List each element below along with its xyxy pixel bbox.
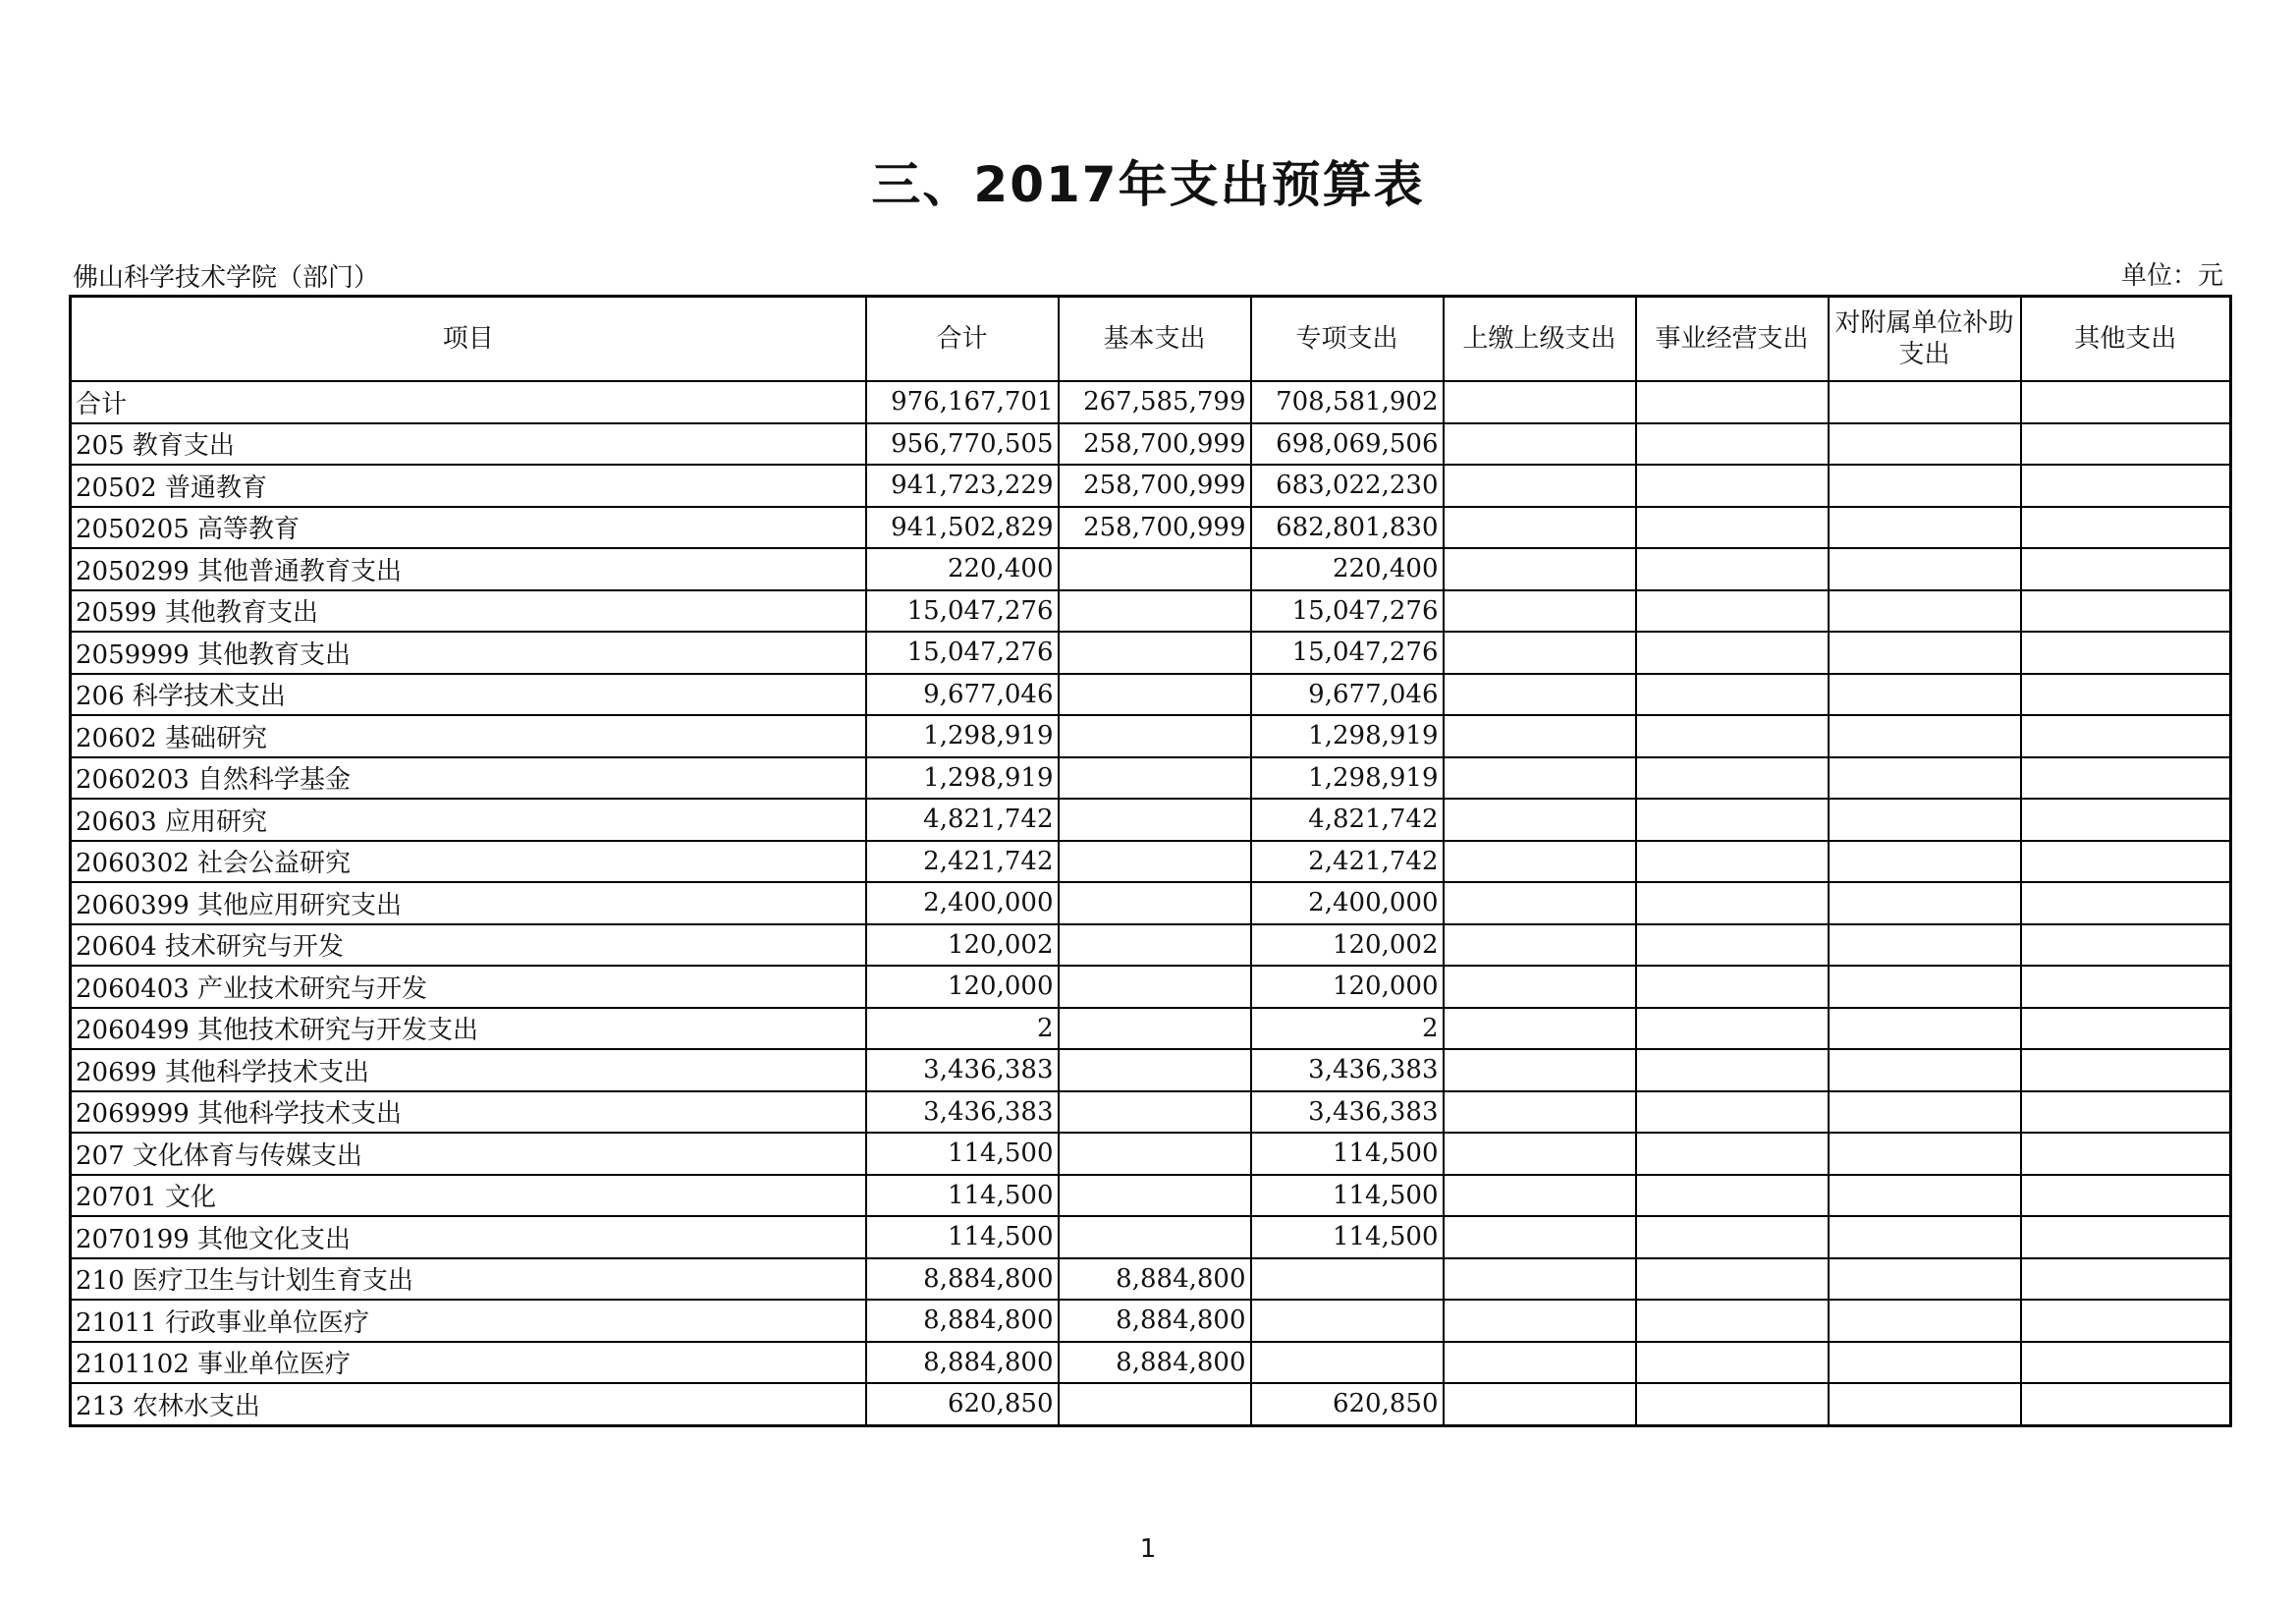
cell-special: 114,500 bbox=[1251, 1216, 1444, 1258]
cell-other bbox=[2021, 674, 2231, 716]
cell-total: 114,500 bbox=[866, 1175, 1059, 1217]
cell-subsidy bbox=[1829, 548, 2021, 590]
cell-item: 20603 应用研究 bbox=[71, 799, 866, 841]
cell-item: 20602 基础研究 bbox=[71, 715, 866, 757]
cell-basic bbox=[1059, 548, 1251, 590]
cell-total: 114,500 bbox=[866, 1133, 1059, 1175]
cell-total: 2,400,000 bbox=[866, 882, 1059, 924]
cell-other bbox=[2021, 507, 2231, 549]
organization-name: 佛山科学技术学院（部门） bbox=[73, 263, 380, 293]
cell-special: 698,069,506 bbox=[1251, 423, 1444, 466]
cell-remit-upper bbox=[1444, 381, 1636, 423]
cell-basic: 8,884,800 bbox=[1059, 1258, 1251, 1301]
cell-business bbox=[1636, 465, 1829, 507]
cell-item: 20699 其他科学技术支出 bbox=[71, 1049, 866, 1091]
header-item: 项目 bbox=[71, 297, 866, 382]
header-subsidy: 对附属单位补助支出 bbox=[1829, 297, 2021, 382]
cell-item: 20502 普通教育 bbox=[71, 465, 866, 507]
cell-subsidy bbox=[1829, 423, 2021, 466]
cell-subsidy bbox=[1829, 924, 2021, 967]
cell-special: 1,298,919 bbox=[1251, 757, 1444, 800]
cell-subsidy bbox=[1829, 674, 2021, 716]
cell-other bbox=[2021, 1091, 2231, 1134]
table-row bbox=[71, 1175, 2231, 1217]
cell-special: 15,047,276 bbox=[1251, 632, 1444, 674]
cell-basic bbox=[1059, 1133, 1251, 1175]
cell-business bbox=[1636, 841, 1829, 883]
table-row bbox=[71, 465, 2231, 507]
cell-item: 2060403 产业技术研究与开发 bbox=[71, 966, 866, 1008]
cell-remit-upper bbox=[1444, 799, 1636, 841]
cell-remit-upper bbox=[1444, 1008, 1636, 1050]
cell-subsidy bbox=[1829, 1383, 2021, 1425]
header-basic: 基本支出 bbox=[1059, 297, 1251, 382]
header-business: 事业经营支出 bbox=[1636, 297, 1829, 382]
unit-label: 单位：元 bbox=[2120, 261, 2223, 291]
cell-basic bbox=[1059, 715, 1251, 757]
cell-other bbox=[2021, 1175, 2231, 1217]
cell-basic bbox=[1059, 674, 1251, 716]
cell-business bbox=[1636, 381, 1829, 423]
cell-business bbox=[1636, 632, 1829, 674]
cell-remit-upper bbox=[1444, 841, 1636, 883]
cell-special: 2 bbox=[1251, 1008, 1444, 1050]
cell-remit-upper bbox=[1444, 715, 1636, 757]
table-row bbox=[71, 924, 2231, 967]
cell-subsidy bbox=[1829, 1300, 2021, 1342]
cell-other bbox=[2021, 1049, 2231, 1091]
cell-other bbox=[2021, 882, 2231, 924]
cell-item: 20701 文化 bbox=[71, 1175, 866, 1217]
cell-basic: 267,585,799 bbox=[1059, 381, 1251, 423]
cell-subsidy bbox=[1829, 1216, 2021, 1258]
cell-other bbox=[2021, 1008, 2231, 1050]
cell-basic: 258,700,999 bbox=[1059, 507, 1251, 549]
cell-remit-upper bbox=[1444, 966, 1636, 1008]
cell-basic bbox=[1059, 966, 1251, 1008]
cell-business bbox=[1636, 423, 1829, 466]
cell-item: 207 文化体育与传媒支出 bbox=[71, 1133, 866, 1175]
cell-other bbox=[2021, 799, 2231, 841]
cell-subsidy bbox=[1829, 381, 2021, 423]
cell-remit-upper bbox=[1444, 590, 1636, 633]
cell-remit-upper bbox=[1444, 465, 1636, 507]
cell-business bbox=[1636, 882, 1829, 924]
cell-item: 2060399 其他应用研究支出 bbox=[71, 882, 866, 924]
table-row bbox=[71, 715, 2231, 757]
cell-remit-upper bbox=[1444, 1091, 1636, 1134]
cell-item: 20599 其他教育支出 bbox=[71, 590, 866, 633]
cell-total: 4,821,742 bbox=[866, 799, 1059, 841]
cell-item: 21011 行政事业单位医疗 bbox=[71, 1300, 866, 1342]
cell-business bbox=[1636, 757, 1829, 800]
cell-subsidy bbox=[1829, 1133, 2021, 1175]
cell-special: 15,047,276 bbox=[1251, 590, 1444, 633]
cell-special: 9,677,046 bbox=[1251, 674, 1444, 716]
table-row bbox=[71, 381, 2231, 423]
cell-special: 120,002 bbox=[1251, 924, 1444, 967]
cell-basic bbox=[1059, 590, 1251, 633]
cell-business bbox=[1636, 1008, 1829, 1050]
cell-subsidy bbox=[1829, 715, 2021, 757]
cell-remit-upper bbox=[1444, 1175, 1636, 1217]
cell-other bbox=[2021, 381, 2231, 423]
cell-other bbox=[2021, 465, 2231, 507]
cell-other bbox=[2021, 632, 2231, 674]
cell-other bbox=[2021, 924, 2231, 967]
cell-business bbox=[1636, 1175, 1829, 1217]
cell-remit-upper bbox=[1444, 1133, 1636, 1175]
cell-total: 941,723,229 bbox=[866, 465, 1059, 507]
cell-total: 2,421,742 bbox=[866, 841, 1059, 883]
table-row bbox=[71, 632, 2231, 674]
cell-basic bbox=[1059, 882, 1251, 924]
cell-subsidy bbox=[1829, 1091, 2021, 1134]
cell-item: 2069999 其他科学技术支出 bbox=[71, 1091, 866, 1134]
table-body bbox=[71, 381, 2231, 1425]
cell-other bbox=[2021, 757, 2231, 800]
table-row bbox=[71, 1091, 2231, 1134]
header-special: 专项支出 bbox=[1251, 297, 1444, 382]
table-row bbox=[71, 799, 2231, 841]
table-row bbox=[71, 674, 2231, 716]
cell-other bbox=[2021, 841, 2231, 883]
cell-remit-upper bbox=[1444, 1258, 1636, 1301]
table-row bbox=[71, 1300, 2231, 1342]
cell-other bbox=[2021, 715, 2231, 757]
cell-special bbox=[1251, 1300, 1444, 1342]
cell-subsidy bbox=[1829, 507, 2021, 549]
table-row bbox=[71, 882, 2231, 924]
cell-subsidy bbox=[1829, 757, 2021, 800]
cell-business bbox=[1636, 1383, 1829, 1425]
cell-other bbox=[2021, 1383, 2231, 1425]
cell-special: 2,421,742 bbox=[1251, 841, 1444, 883]
cell-subsidy bbox=[1829, 1258, 2021, 1301]
table-row bbox=[71, 966, 2231, 1008]
cell-business bbox=[1636, 548, 1829, 590]
table-header-row bbox=[71, 297, 2231, 382]
cell-special: 1,298,919 bbox=[1251, 715, 1444, 757]
cell-item: 2059999 其他教育支出 bbox=[71, 632, 866, 674]
cell-subsidy bbox=[1829, 882, 2021, 924]
cell-remit-upper bbox=[1444, 757, 1636, 800]
cell-basic bbox=[1059, 1091, 1251, 1134]
cell-business bbox=[1636, 924, 1829, 967]
table-row bbox=[71, 423, 2231, 466]
cell-item: 2070199 其他文化支出 bbox=[71, 1216, 866, 1258]
cell-total: 1,298,919 bbox=[866, 715, 1059, 757]
cell-item: 2060499 其他技术研究与开发支出 bbox=[71, 1008, 866, 1050]
cell-remit-upper bbox=[1444, 674, 1636, 716]
cell-remit-upper bbox=[1444, 1383, 1636, 1425]
cell-other bbox=[2021, 966, 2231, 1008]
table-row bbox=[71, 1049, 2231, 1091]
header-other: 其他支出 bbox=[2021, 297, 2231, 382]
cell-subsidy bbox=[1829, 1342, 2021, 1384]
cell-basic bbox=[1059, 924, 1251, 967]
cell-business bbox=[1636, 1258, 1829, 1301]
cell-item: 206 科学技术支出 bbox=[71, 674, 866, 716]
cell-other bbox=[2021, 1342, 2231, 1384]
table-row bbox=[71, 1216, 2231, 1258]
cell-total: 15,047,276 bbox=[866, 632, 1059, 674]
cell-special: 220,400 bbox=[1251, 548, 1444, 590]
page-number: 1 bbox=[1139, 1534, 1157, 1564]
cell-basic bbox=[1059, 1216, 1251, 1258]
cell-basic bbox=[1059, 799, 1251, 841]
table-row bbox=[71, 1258, 2231, 1301]
cell-subsidy bbox=[1829, 841, 2021, 883]
cell-item: 2060302 社会公益研究 bbox=[71, 841, 866, 883]
table-row bbox=[71, 590, 2231, 633]
cell-remit-upper bbox=[1444, 632, 1636, 674]
cell-subsidy bbox=[1829, 799, 2021, 841]
cell-subsidy bbox=[1829, 1049, 2021, 1091]
cell-special: 3,436,383 bbox=[1251, 1091, 1444, 1134]
page-title: 三、2017年支出预算表 bbox=[871, 156, 1425, 213]
cell-total: 120,002 bbox=[866, 924, 1059, 967]
cell-total: 3,436,383 bbox=[866, 1091, 1059, 1134]
budget-table bbox=[69, 295, 2232, 1427]
cell-basic bbox=[1059, 1175, 1251, 1217]
cell-basic: 258,700,999 bbox=[1059, 423, 1251, 466]
cell-basic bbox=[1059, 1383, 1251, 1425]
cell-item: 20604 技术研究与开发 bbox=[71, 924, 866, 967]
cell-business bbox=[1636, 590, 1829, 633]
cell-total: 114,500 bbox=[866, 1216, 1059, 1258]
table-row bbox=[71, 548, 2231, 590]
cell-business bbox=[1636, 1342, 1829, 1384]
cell-other bbox=[2021, 590, 2231, 633]
cell-business bbox=[1636, 966, 1829, 1008]
cell-business bbox=[1636, 1091, 1829, 1134]
cell-subsidy bbox=[1829, 590, 2021, 633]
table-row bbox=[71, 757, 2231, 800]
cell-basic bbox=[1059, 1008, 1251, 1050]
cell-total: 976,167,701 bbox=[866, 381, 1059, 423]
cell-basic: 258,700,999 bbox=[1059, 465, 1251, 507]
cell-total: 620,850 bbox=[866, 1383, 1059, 1425]
cell-total: 8,884,800 bbox=[866, 1342, 1059, 1384]
cell-business bbox=[1636, 1300, 1829, 1342]
cell-total: 1,298,919 bbox=[866, 757, 1059, 800]
cell-special: 4,821,742 bbox=[1251, 799, 1444, 841]
cell-item: 2101102 事业单位医疗 bbox=[71, 1342, 866, 1384]
cell-other bbox=[2021, 1258, 2231, 1301]
cell-item: 210 医疗卫生与计划生育支出 bbox=[71, 1258, 866, 1301]
cell-item: 2050205 高等教育 bbox=[71, 507, 866, 549]
table-row bbox=[71, 1383, 2231, 1425]
cell-special: 708,581,902 bbox=[1251, 381, 1444, 423]
cell-remit-upper bbox=[1444, 423, 1636, 466]
cell-business bbox=[1636, 1049, 1829, 1091]
table-row bbox=[71, 1133, 2231, 1175]
cell-business bbox=[1636, 674, 1829, 716]
cell-special: 620,850 bbox=[1251, 1383, 1444, 1425]
cell-item: 2050299 其他普通教育支出 bbox=[71, 548, 866, 590]
table-row bbox=[71, 1342, 2231, 1384]
cell-total: 8,884,800 bbox=[866, 1300, 1059, 1342]
cell-special: 2,400,000 bbox=[1251, 882, 1444, 924]
header-remit-upper: 上缴上级支出 bbox=[1444, 297, 1636, 382]
cell-total: 220,400 bbox=[866, 548, 1059, 590]
cell-special: 3,436,383 bbox=[1251, 1049, 1444, 1091]
cell-subsidy bbox=[1829, 1008, 2021, 1050]
cell-basic: 8,884,800 bbox=[1059, 1300, 1251, 1342]
cell-other bbox=[2021, 1133, 2231, 1175]
cell-special: 114,500 bbox=[1251, 1175, 1444, 1217]
cell-subsidy bbox=[1829, 465, 2021, 507]
table-row bbox=[71, 507, 2231, 549]
cell-remit-upper bbox=[1444, 882, 1636, 924]
cell-total: 956,770,505 bbox=[866, 423, 1059, 466]
cell-total: 3,436,383 bbox=[866, 1049, 1059, 1091]
cell-remit-upper bbox=[1444, 1300, 1636, 1342]
cell-special: 120,000 bbox=[1251, 966, 1444, 1008]
cell-subsidy bbox=[1829, 966, 2021, 1008]
cell-total: 9,677,046 bbox=[866, 674, 1059, 716]
cell-subsidy bbox=[1829, 1175, 2021, 1217]
cell-special bbox=[1251, 1342, 1444, 1384]
header-total: 合计 bbox=[866, 297, 1059, 382]
cell-basic: 8,884,800 bbox=[1059, 1342, 1251, 1384]
cell-item: 2060203 自然科学基金 bbox=[71, 757, 866, 800]
table-row bbox=[71, 1008, 2231, 1050]
cell-basic bbox=[1059, 757, 1251, 800]
cell-remit-upper bbox=[1444, 1216, 1636, 1258]
cell-total: 2 bbox=[866, 1008, 1059, 1050]
cell-business bbox=[1636, 1133, 1829, 1175]
cell-business bbox=[1636, 799, 1829, 841]
cell-total: 120,000 bbox=[866, 966, 1059, 1008]
cell-remit-upper bbox=[1444, 507, 1636, 549]
cell-item: 205 教育支出 bbox=[71, 423, 866, 466]
cell-item: 合计 bbox=[71, 381, 866, 423]
cell-remit-upper bbox=[1444, 924, 1636, 967]
cell-business bbox=[1636, 507, 1829, 549]
cell-remit-upper bbox=[1444, 548, 1636, 590]
cell-special: 114,500 bbox=[1251, 1133, 1444, 1175]
cell-other bbox=[2021, 1216, 2231, 1258]
cell-subsidy bbox=[1829, 632, 2021, 674]
cell-total: 8,884,800 bbox=[866, 1258, 1059, 1301]
cell-basic bbox=[1059, 1049, 1251, 1091]
cell-business bbox=[1636, 715, 1829, 757]
cell-item: 213 农林水支出 bbox=[71, 1383, 866, 1425]
cell-total: 15,047,276 bbox=[866, 590, 1059, 633]
cell-other bbox=[2021, 1300, 2231, 1342]
cell-special bbox=[1251, 1258, 1444, 1301]
cell-basic bbox=[1059, 632, 1251, 674]
cell-total: 941,502,829 bbox=[866, 507, 1059, 549]
cell-basic bbox=[1059, 841, 1251, 883]
cell-remit-upper bbox=[1444, 1342, 1636, 1384]
cell-special: 682,801,830 bbox=[1251, 507, 1444, 549]
cell-remit-upper bbox=[1444, 1049, 1636, 1091]
cell-business bbox=[1636, 1216, 1829, 1258]
cell-other bbox=[2021, 548, 2231, 590]
cell-other bbox=[2021, 423, 2231, 466]
table-row bbox=[71, 841, 2231, 883]
cell-special: 683,022,230 bbox=[1251, 465, 1444, 507]
